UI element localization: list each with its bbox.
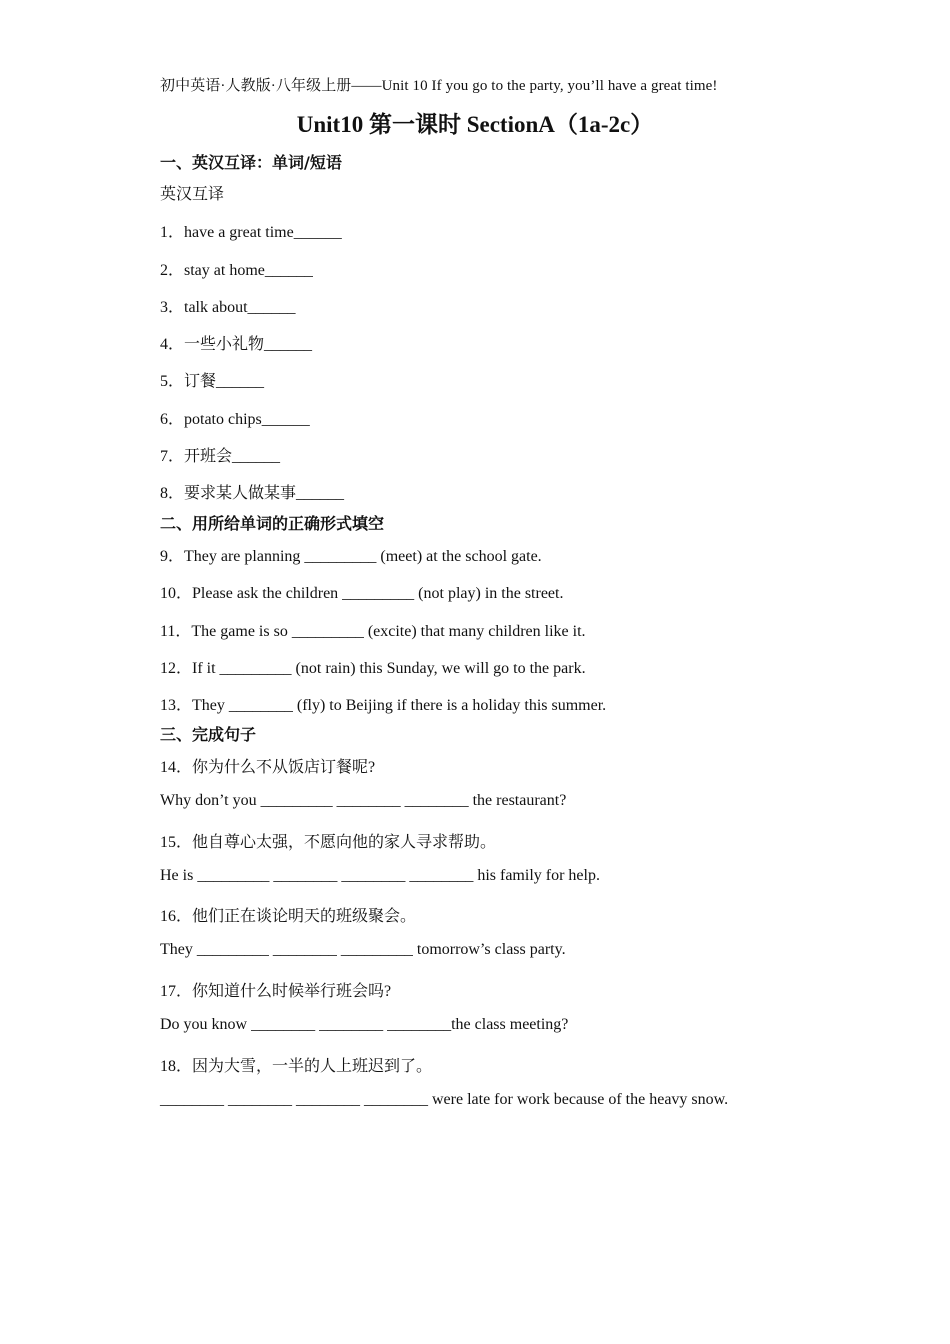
question-16-chinese: 16．他们正在谈论明天的班级聚会。 xyxy=(160,908,417,925)
question-17-chinese: 17．你知道什么时候举行班会吗? xyxy=(160,983,392,1000)
question-1: 1．have a great time______ xyxy=(160,224,342,241)
section-3-heading: 三、完成句子 xyxy=(160,725,257,744)
question-18-english: ________ ________ ________ ________ were late for work because of the heavy snow. xyxy=(160,1091,729,1108)
question-18-chinese: 18．因为大雪，一半的人上班迟到了。 xyxy=(160,1058,433,1075)
section-2-heading: 二、用所给单词的正确形式填空 xyxy=(160,514,385,533)
question-17-english: Do you know ________ ________ ________the class meeting? xyxy=(160,1016,569,1033)
question-12: 12．If it _________ (not rain) this Sunday, we will go to the park. xyxy=(160,660,586,677)
question-8: 8．要求某人做某事______ xyxy=(160,485,345,502)
question-2: 2．stay at home______ xyxy=(160,262,313,279)
question-15-chinese: 15．他自尊心太强，不愿向他的家人寻求帮助。 xyxy=(160,834,497,851)
question-13: 13．They ________ (fly) to Beijing if there is a holiday this summer. xyxy=(160,697,607,714)
question-10: 10．Please ask the children _________ (not play) in the street. xyxy=(160,585,564,602)
question-5: 5．订餐______ xyxy=(160,373,265,390)
question-11: 11．The game is so _________ (excite) that many children like it. xyxy=(160,623,586,640)
section-1-heading: 一、英汉互译：单词/短语 xyxy=(160,153,342,172)
question-16-english: They _________ ________ _________ tomorrow’s class party. xyxy=(160,941,566,958)
question-14-chinese: 14．你为什么不从饭店订餐呢? xyxy=(160,759,376,776)
question-7: 7．开班会______ xyxy=(160,448,281,465)
question-3: 3．talk about______ xyxy=(160,299,296,316)
question-15-english: He is _________ ________ ________ ________ his family for help. xyxy=(160,867,600,884)
question-9: 9．They are planning _________ (meet) at the school gate. xyxy=(160,548,542,565)
question-4: 4．一些小礼物______ xyxy=(160,336,313,353)
question-6: 6．potato chips______ xyxy=(160,411,310,428)
section-1-subheading: 英汉互译 xyxy=(160,186,225,203)
page-title: Unit10 第一课时 SectionA（1a-2c） xyxy=(296,112,654,137)
question-14-english: Why don’t you _________ ________ ________ the restaurant? xyxy=(160,792,567,809)
page-header: 初中英语·人教版·八年级上册——Unit 10 If you go to the party, you’ll have a great time! xyxy=(160,78,718,94)
